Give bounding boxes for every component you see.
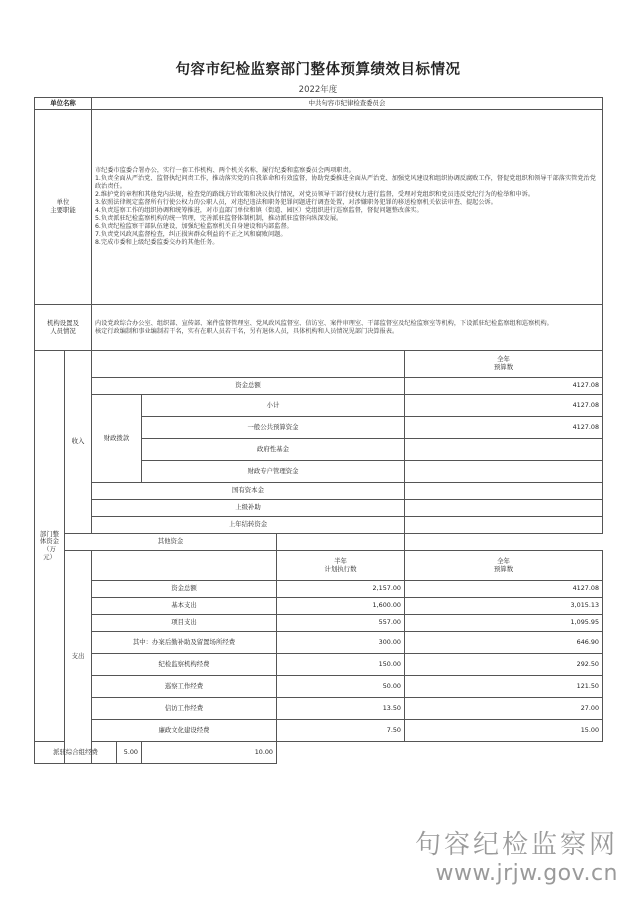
expense-row-label: 派驻综合组经费 [35,742,117,764]
duty-paragraph: 7.负责党风政风监督检查，纠正损害群众利益的不正之风和腐败问题。 [95,230,287,238]
org-label: 机构设置及 人员情况 [35,305,92,351]
other-income-label: 其他资金 [65,534,277,551]
expense-row [35,676,603,698]
fiscal-row-label: 政府性基金 [142,439,405,461]
expense-row-label: 纪检监察机构经费 [92,654,277,676]
expense-full-value: 121.50 [405,676,603,698]
expense-half-value: 5.00 [117,742,142,764]
duties-row [35,110,603,305]
unit-name-value: 中共句容市纪律检查委员会 [92,98,603,110]
other-income-label: 上级补助 [92,500,405,517]
expense-full-value: 1,095.95 [405,615,603,632]
other-income-value [277,534,405,551]
duties-text [92,110,603,305]
other-income-value [405,500,603,517]
budget-table [34,97,603,764]
expense-full-value: 646.90 [405,632,603,654]
unit-name-label: 单位名称 [35,98,92,110]
other-income-label: 国有资本金 [92,483,405,500]
fiscal-row-value [405,461,603,483]
expense-full-value: 3,015.13 [405,598,603,615]
duty-paragraph: 8.完成市委和上级纪委监委交办的其他任务。 [95,238,219,246]
duty-paragraph: 市纪委市监委合署办公，实行一套工作机构、两个机关名称，履行纪委和监察委员会两项职责。 [95,167,355,175]
expense-full-value: 27.00 [405,698,603,720]
fiscal-row-label: 财政专户管理资金 [142,461,405,483]
other-income-row [35,517,603,534]
expense-row [35,742,603,764]
expense-row [35,654,603,676]
expense-row [35,632,603,654]
expense-half-value: 1,600.00 [277,598,405,615]
income-header: 全年 预算数 [405,351,603,378]
income-label: 收入 [65,351,92,534]
fiscal-label: 财政拨款 [92,395,142,483]
duty-paragraph: 5.负责派驻纪检监察机构的统一管理，完善派驻监督体制机制，推动派驻监督向纵深发展。 [95,214,343,222]
expense-header-full: 全年 预算数 [405,551,603,581]
watermark-url: www.jrjw.gov.cn [435,860,618,886]
income-total-value: 4127.08 [405,378,603,395]
income-total-label: 资金总额 [92,378,405,395]
fiscal-year: 2022年度 [298,85,338,95]
funds-label: 部门整 体资金 （万 元） [35,351,65,742]
other-income-row [35,500,603,517]
other-income-label: 上年结转资金 [92,517,405,534]
expense-row-label: 项目支出 [92,615,277,632]
org-row [35,305,603,351]
fiscal-row-label: 一般公共预算资金 [142,417,405,439]
income-header-row [35,351,603,378]
expense-row [35,720,603,742]
expense-half-value: 300.00 [277,632,405,654]
other-income-value [405,517,603,534]
expense-label: 支出 [65,551,92,764]
expense-row-label: 巡察工作经费 [92,676,277,698]
page-title: 句容市纪检监察部门整体预算绩效目标情况 [175,62,461,78]
fiscal-row-label: 小计 [142,395,405,417]
expense-row-label: 廉政文化建设经费 [92,720,277,742]
duty-paragraph: 4.负责巡察工作的组织协调和统筹推进，对市直部门单位和镇（街道、园区）党组织进行巡察监督，督促问题整改落实。 [95,207,423,214]
org-paragraph: 内设党政综合办公室、组织部、宣传部、案件监督管理室、党风政风监督室、信访室、案件审理室、干部监督室及纪检监察室等机构，下设派驻纪检监察组和巡察机构。 [95,319,553,327]
fiscal-row-value: 4127.08 [405,395,603,417]
duty-paragraph: 1.负责全面从严治党、监督执纪问责工作，推动落实党的自我革命和有效监督，协助党委推进全面从严治党、加强党风建设和组织协调反腐败工作，督促党组织和领导干部落实管党治党政治责任。 [95,175,596,191]
other-income-row [35,534,603,551]
unit-name-row [35,98,603,110]
expense-half-value: 557.00 [277,615,405,632]
expense-half-value: 13.50 [277,698,405,720]
expense-row [35,615,603,632]
watermark-site-name: 句容纪检监察网 [414,829,618,860]
expense-half-value: 2,157.00 [277,581,405,598]
other-income-value [405,483,603,500]
expense-header-row [35,551,603,581]
expense-full-value: 10.00 [142,742,277,764]
expense-row-label: 其中：办案后勤补助及留置场所经费 [92,632,277,654]
expense-row [35,598,603,615]
income-total-row [35,378,603,395]
expense-row [35,698,603,720]
org-text [92,305,603,351]
expense-row-label: 信访工作经费 [92,698,277,720]
expense-row [35,581,603,598]
fiscal-row-value [405,439,603,461]
expense-full-value: 4127.08 [405,581,603,598]
other-income-row [35,483,603,500]
site-watermark [415,831,618,886]
duty-paragraph: 3.依照法律规定监督所有行使公权力的公职人员，对违纪违法和职务犯罪问题进行调查处置，对涉嫌职务犯罪的移送检察机关依法审查、提起公诉。 [95,199,497,207]
expense-half-value: 50.00 [277,676,405,698]
expense-full-value: 292.50 [405,654,603,676]
duty-paragraph: 2.维护党的章程和其他党内法规，检查党的路线方针政策和决议执行情况，对党员领导干部行使权力进行监督，受理对党组织和党员违反党纪行为的检举和申诉。 [95,191,535,199]
fiscal-row-value: 4127.08 [405,417,603,439]
org-paragraph: 核定行政编制和事业编制若干名，实有在职人员若干名，另有退休人员，具体机构和人员情况见部门决算报表。 [95,327,399,335]
expense-half-value: 150.00 [277,654,405,676]
duty-paragraph: 6.负责纪检监察干部队伍建设，加强纪检监察机关自身建设和内部监督。 [95,222,293,230]
expense-row-label: 基本支出 [92,598,277,615]
expense-row-label: 资金总额 [92,581,277,598]
expense-header-half: 半年 计划执行数 [277,551,405,581]
fiscal-row [35,395,603,417]
duties-label: 单位 主要职能 [35,110,92,305]
expense-full-value: 15.00 [405,720,603,742]
expense-half-value: 7.50 [277,720,405,742]
